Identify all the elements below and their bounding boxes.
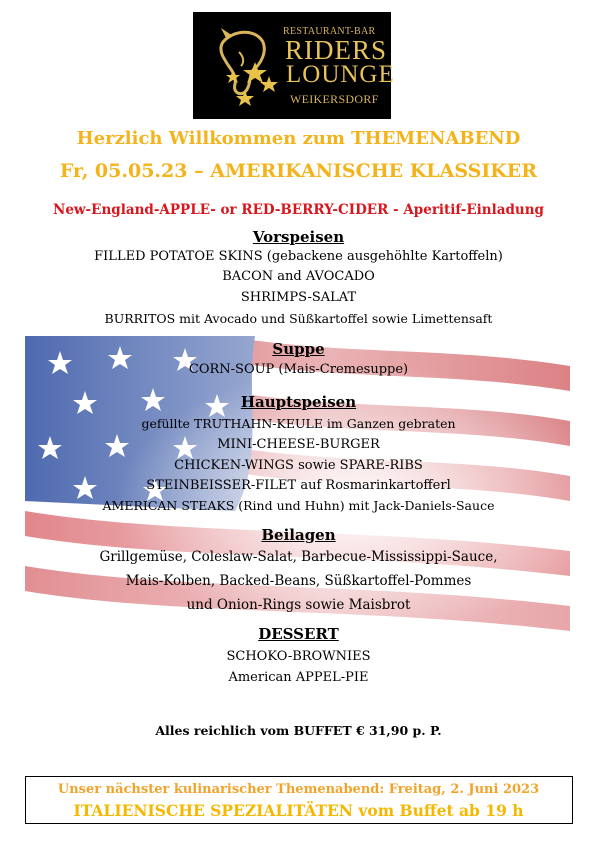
suppe-item: CORN-SOUP (Mais-Cremesuppe) — [188, 362, 409, 377]
beilagen-heading: Beilagen — [261, 526, 336, 544]
vorspeisen-item: SHRIMPS-SALAT — [240, 290, 357, 305]
aperitif-line: New-England-APPLE- or RED-BERRY-CIDER - Aperitif-Einladung — [53, 202, 544, 218]
next-event-date: Unser nächster kulinarischer Themenabend: Freitag, 2. Juni 2023 — [57, 782, 540, 797]
logo-location: WEIKERSDORF — [290, 92, 379, 106]
vorspeisen-item: BURRITOS mit Avocado und Süßkartoffel sowie Limettensaft — [104, 311, 493, 326]
beilagen-item: Grillgemüse, Coleslaw-Salat, Barbecue-Mississippi-Sauce, — [99, 549, 498, 565]
welcome-title: Herzlich Willkommen zum THEMENABEND — [76, 128, 521, 149]
logo-subtitle: RESTAURANT-BAR — [283, 26, 376, 37]
hauptspeisen-item: MINI-CHEESE-BURGER — [217, 437, 380, 452]
dessert-item: American APPEL-PIE — [228, 670, 369, 685]
beilagen-item: und Onion-Rings sowie Maisbrot — [186, 597, 411, 613]
date-theme-title: Fr, 05.05.23 – AMERIKANISCHE KLASSIKER — [59, 160, 538, 182]
suppe-heading: Suppe — [272, 340, 325, 358]
hauptspeisen-item: STEINBEISSER-FILET auf Rosmarinkartofferl — [146, 478, 451, 493]
buffet-price: Alles reichlich vom BUFFET € 31,90 p. P. — [155, 723, 442, 738]
logo-name-riders: RIDERS — [285, 35, 388, 65]
dessert-heading: DESSERT — [258, 625, 339, 643]
hauptspeisen-item: AMERICAN STEAKS (Rind und Huhn) mit Jack-Daniels-Sauce — [102, 498, 495, 513]
dessert-item: SCHOKO-BROWNIES — [226, 649, 371, 664]
hauptspeisen-item: CHICKEN-WINGS sowie SPARE-RIBS — [174, 458, 423, 473]
hauptspeisen-item: gefüllte TRUTHAHN-KEULE im Ganzen gebraten — [141, 416, 456, 431]
vorspeisen-item: BACON and AVOCADO — [222, 269, 375, 284]
next-event-theme: ITALIENISCHE SPEZIALITÄTEN vom Buffet ab 19 h — [73, 801, 524, 820]
vorspeisen-item: FILLED POTATOE SKINS (gebackene ausgehöhlte Kartoffeln) — [94, 249, 503, 264]
beilagen-item: Mais-Kolben, Backed-Beans, Süßkartoffel-Pommes — [125, 573, 472, 589]
hauptspeisen-heading: Hauptspeisen — [240, 393, 357, 411]
restaurant-logo — [193, 12, 395, 119]
vorspeisen-heading: Vorspeisen — [252, 228, 345, 246]
logo-name-lounge: LOUNGE — [286, 61, 395, 88]
